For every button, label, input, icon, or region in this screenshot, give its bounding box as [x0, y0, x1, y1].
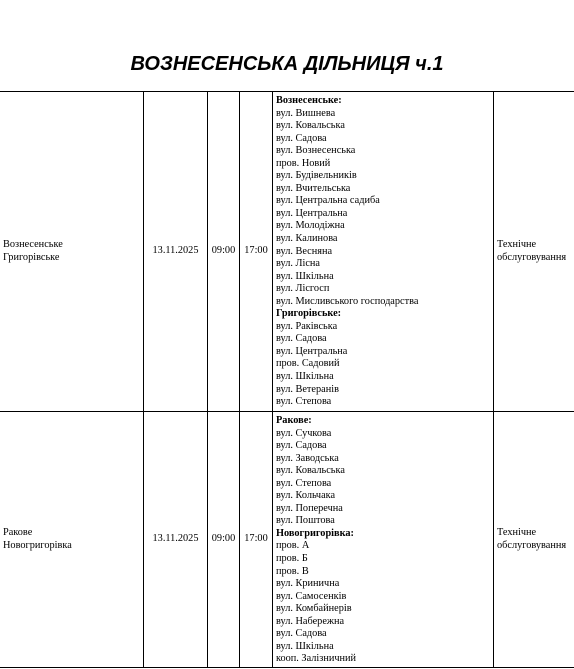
street-item: вул. Весняна	[276, 245, 333, 257]
time-to-value: 17:00	[244, 245, 268, 257]
locality-cell	[0, 92, 144, 412]
table-row	[0, 412, 574, 668]
street-item: вул. Набережна	[276, 615, 345, 627]
work-type-text: обслуговування	[497, 251, 567, 263]
village-heading: Новогригорівка:	[276, 527, 354, 539]
street-item: вул. Самосенків	[276, 590, 347, 602]
street-item: вул. Шкільна	[276, 371, 334, 383]
street-item: вул. Степова	[276, 477, 332, 489]
street-item: вул. Мисливського господарства	[276, 295, 419, 307]
locality-name: Ракове	[3, 526, 33, 538]
street-item: пров. А	[276, 540, 310, 552]
street-item: вул. Садова	[276, 440, 327, 452]
locality-cell	[0, 412, 144, 668]
schedule-body	[0, 92, 574, 668]
street-item: вул. Комбайнерів	[276, 603, 352, 615]
streets-cell	[273, 92, 494, 412]
street-item: вул. Сучкова	[276, 427, 332, 439]
date-value: 13.11.2025	[152, 533, 199, 545]
street-item: вул. Ветеранів	[276, 383, 339, 395]
village-heading: Ракове:	[276, 415, 312, 426]
time-from-cell	[208, 412, 240, 668]
street-item: вул. Степова	[276, 396, 332, 408]
street-item: вул. Вишнева	[276, 107, 336, 119]
time-from-value: 09:00	[211, 533, 236, 545]
street-item: вул. Молодіжна	[276, 220, 345, 232]
street-item: вул. Садова	[276, 628, 327, 640]
street-item: вул. Раківська	[276, 320, 338, 332]
street-item: вул. Калинова	[276, 233, 338, 245]
street-item: вул. Ковальська	[276, 120, 345, 132]
street-item: вул. Шкільна	[276, 270, 334, 282]
street-item: кооп. Залізничний	[276, 653, 357, 665]
locality-name: Вознесенське	[3, 238, 63, 250]
time-to-cell	[240, 412, 273, 668]
street-item: пров. В	[276, 565, 309, 577]
date-cell	[144, 92, 208, 412]
street-item: вул. Центральна	[276, 345, 348, 357]
time-to-value: 17:00	[244, 533, 268, 545]
street-item: вул. Садова	[276, 333, 327, 345]
street-item: вул. Поштова	[276, 515, 335, 527]
work-type-cell	[494, 412, 574, 668]
street-item: вул. Вчительська	[276, 182, 351, 194]
street-item: вул. Будівельників	[276, 170, 357, 182]
work-type-text: обслуговування	[497, 539, 567, 551]
street-item: пров. Садовий	[276, 358, 340, 370]
street-item: вул. Лісна	[276, 258, 320, 270]
date-value: 13.11.2025	[152, 245, 199, 257]
date-cell	[144, 412, 208, 668]
locality-name: Новогригорівка	[3, 539, 72, 551]
work-type-cell	[494, 92, 574, 412]
table-row	[0, 92, 574, 412]
time-from-value: 09:00	[211, 245, 236, 257]
street-item: вул. Поперечна	[276, 502, 343, 514]
time-from-cell	[208, 92, 240, 412]
work-type-text: Технічне	[497, 526, 537, 538]
page-title: ВОЗНЕСЕНСЬКА ДІЛЬНИЦЯ ч.1	[130, 53, 444, 75]
street-item: вул. Вознесенська	[276, 145, 356, 157]
village-heading: Григорівське:	[276, 308, 342, 320]
locality-name: Григорівське	[3, 251, 60, 263]
street-item: вул. Заводська	[276, 452, 339, 464]
street-item: вул. Ковальська	[276, 465, 345, 477]
streets-cell	[273, 412, 494, 668]
time-to-cell	[240, 92, 273, 412]
schedule-table	[0, 91, 574, 668]
street-item: вул. Центральна садиба	[276, 195, 380, 207]
work-type-text: Технічне	[497, 238, 537, 250]
street-item: вул. Кольчака	[276, 490, 336, 502]
street-item: вул. Центральна	[276, 207, 348, 219]
village-heading: Вознесенське:	[276, 95, 342, 106]
street-item: пров. Новий	[276, 157, 331, 169]
street-item: вул. Кринична	[276, 578, 340, 590]
street-item: вул. Лісгосп	[276, 283, 330, 295]
street-item: пров. Б	[276, 553, 308, 565]
street-item: вул. Садова	[276, 132, 327, 144]
street-item: вул. Шкільна	[276, 640, 334, 652]
